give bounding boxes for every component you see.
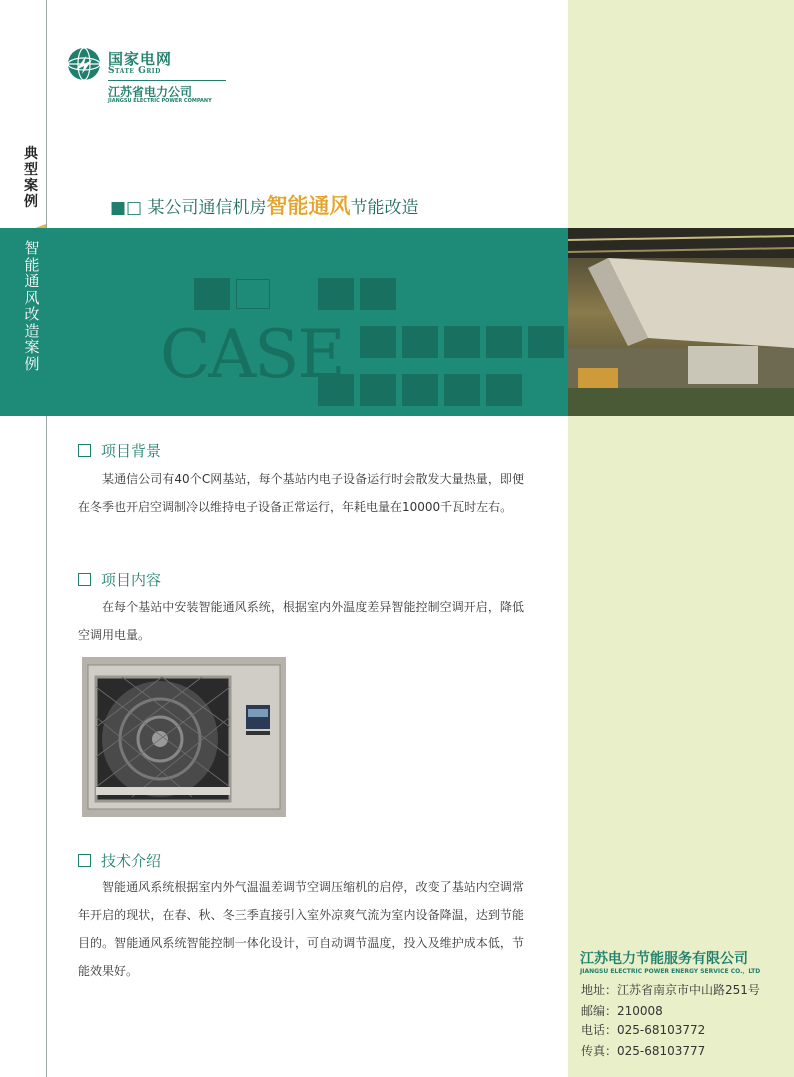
checkbox-square-icon bbox=[78, 573, 91, 586]
factory-photo bbox=[568, 228, 794, 416]
section-body-background: 某通信公司有40个C网基站，每个基站内电子设备运行时会散发大量热量，即便在冬季也开启空调制冷以维持电子设备正常运行，年耗电量在10000千瓦时左右。 bbox=[78, 472, 524, 514]
deco-square bbox=[360, 326, 396, 358]
ventilation-unit-photo bbox=[82, 657, 286, 817]
left-rule bbox=[46, 0, 47, 1077]
deco-square bbox=[402, 374, 438, 406]
globe-icon bbox=[66, 46, 102, 82]
contact-postcode: 邮编：210008 bbox=[581, 1004, 663, 1018]
title-highlight: 智能通风 bbox=[266, 194, 351, 218]
company-name-en: JIANGSU ELECTRIC POWER ENERGY SERVICE CO.，LTD bbox=[580, 968, 761, 975]
company-name: 江苏电力节能服务有限公司 bbox=[580, 951, 748, 967]
contact-phone: 电话：025-68103772 bbox=[581, 1023, 706, 1037]
deco-square bbox=[360, 278, 396, 310]
logo-sub-en: JIANGSU ELECTRIC POWER COMPANY bbox=[108, 98, 212, 104]
deco-square bbox=[486, 374, 522, 406]
page-title bbox=[110, 190, 419, 220]
section-body-content: 在每个基站中安装智能通风系统，根据室内外温度差异智能控制空调开启，降低空调用电量。 bbox=[78, 600, 524, 642]
section-heading-content: 项目内容 bbox=[78, 569, 161, 590]
case-banner bbox=[0, 228, 568, 416]
title-before: 某公司通信机房 bbox=[147, 198, 267, 218]
logo-name-cn: 国家电网 bbox=[108, 50, 173, 68]
deco-square bbox=[360, 374, 396, 406]
deco-square bbox=[236, 279, 270, 309]
deco-square bbox=[486, 326, 522, 358]
deco-square bbox=[194, 278, 230, 310]
side-panel bbox=[568, 0, 794, 1077]
side-tab-subject: 智能通风改造案例 bbox=[24, 239, 40, 373]
contact-address: 地址：江苏省南京市中山路251号 bbox=[581, 983, 760, 997]
deco-square bbox=[444, 326, 480, 358]
contact-fax: 传真：025-68103777 bbox=[581, 1044, 706, 1058]
title-after: 节能改造 bbox=[350, 198, 419, 218]
logo-sub-cn: 江苏省电力公司 bbox=[108, 85, 193, 99]
title-marks: ■□ bbox=[110, 198, 143, 218]
deco-square bbox=[318, 278, 354, 310]
section-body-technology: 智能通风系统根据室内外气温温差调节空调压缩机的启停，改变了基站内空调常年开启的现状，在春、秋、冬三季直接引入室外凉爽气流为室内设备降温，达到节能目的。智能通风系统智能控制一体化设计，可自动调节温度，投入及维护成本低，节能效果好。 bbox=[78, 880, 524, 978]
logo-name-en: State Grid bbox=[108, 66, 161, 76]
deco-square bbox=[402, 326, 438, 358]
checkbox-square-icon bbox=[78, 444, 91, 457]
state-grid-logo bbox=[66, 46, 236, 106]
side-tab-category: 典型案例 bbox=[24, 146, 38, 211]
logo-divider bbox=[108, 80, 226, 81]
case-word: CASE bbox=[160, 316, 344, 393]
section-heading-technology: 技术介绍 bbox=[78, 850, 161, 871]
deco-square bbox=[528, 326, 564, 358]
checkbox-square-icon bbox=[78, 854, 91, 867]
section-heading-background: 项目背景 bbox=[78, 440, 161, 461]
deco-square bbox=[444, 374, 480, 406]
